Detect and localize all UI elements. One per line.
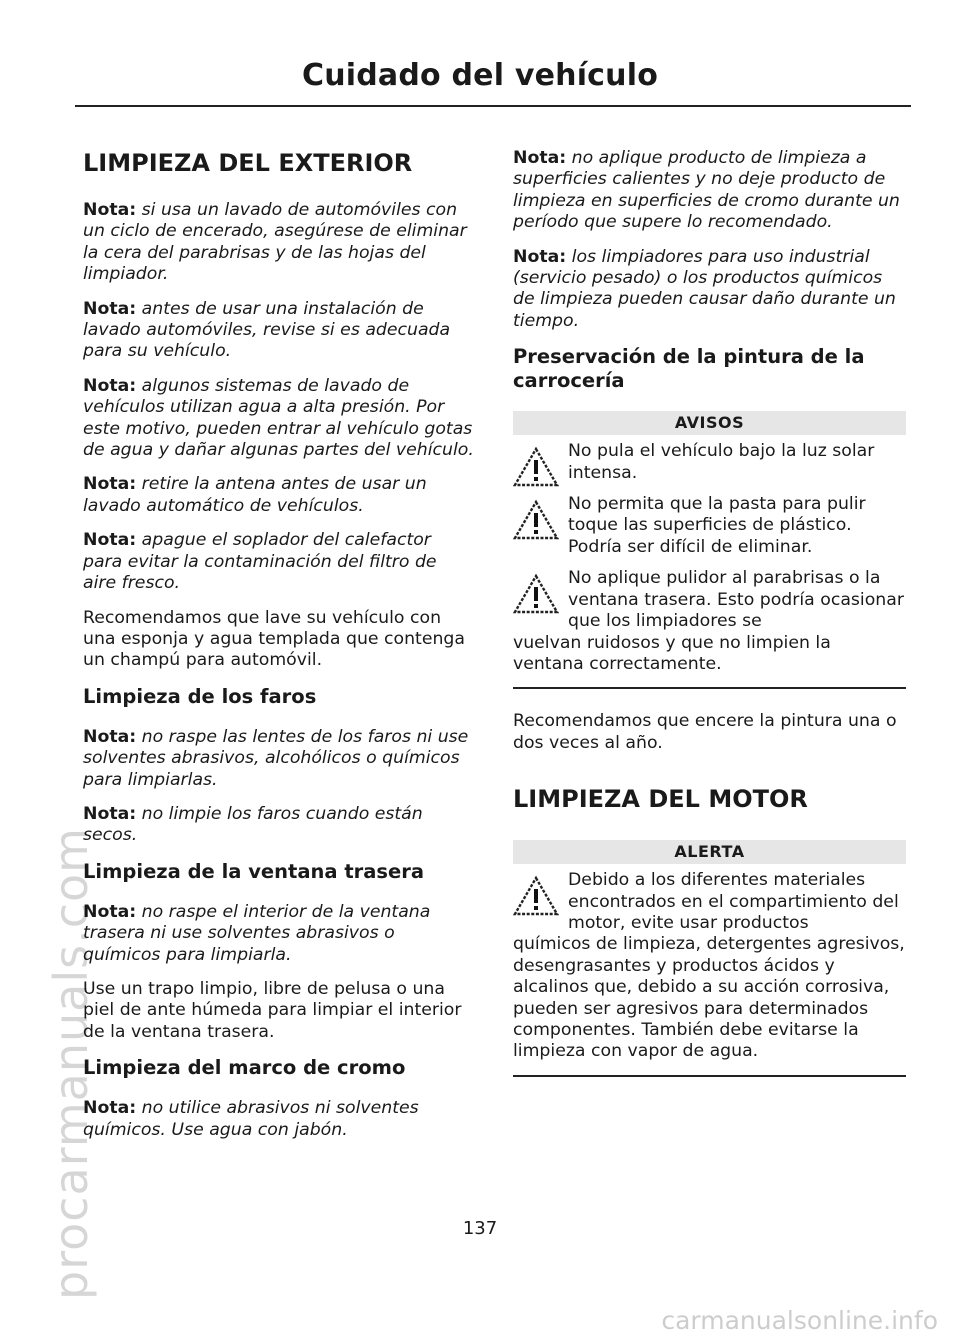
body-paragraph: Use un trapo limpio, libre de pelusa o una piel de ante húmeda para limpiar el interior de la ventana trasera.	[83, 978, 462, 1042]
body-paragraph: Recomendamos que encere la pintura una o dos veces al año.	[513, 711, 897, 753]
note-paragraph	[83, 1098, 475, 1141]
note-paragraph	[513, 148, 906, 234]
note-text: algunos sistemas de lavado de vehículos utilizan agua a alta presión. Por este motivo, pueden entrar al vehículo gotas de agua y dañar algunas partes del vehículo.	[83, 375, 474, 461]
note-label: Nota:	[83, 200, 137, 220]
warning-triangle-icon	[513, 500, 559, 540]
note-paragraph	[83, 902, 475, 966]
subheading-ventana: Limpieza de la ventana trasera	[83, 859, 425, 883]
page-number: 137	[462, 1218, 498, 1239]
note-label: Nota:	[83, 375, 137, 396]
note-label: Nota:	[83, 1098, 137, 1119]
note-paragraph	[513, 247, 906, 333]
alerta-item	[513, 870, 906, 1063]
note-label: Nota:	[83, 803, 137, 824]
note-paragraph	[83, 299, 475, 363]
note-paragraph	[83, 727, 475, 791]
header-divider	[75, 105, 911, 107]
note-label: Nota:	[513, 246, 567, 267]
aviso-item	[513, 568, 906, 675]
note-paragraph	[83, 474, 475, 517]
note-text: no aplique producto de limpieza a superficies calientes y no deje producto de limpieza en superficies de cromo durante un período que supere lo recomendado.	[513, 148, 900, 233]
note-text: retire la antena antes de usar un lavado automático de vehículos.	[83, 474, 427, 516]
warning-triangle-icon	[513, 574, 559, 614]
aviso-text: No permita que la pasta para pulir toque las superficies de plástico. Podría ser difícil de eliminar.	[568, 494, 866, 557]
note-label: Nota:	[83, 298, 137, 319]
avisos-end-rule	[513, 687, 906, 689]
note-text: antes de usar una instalación de lavado automóviles, revise si es adecuada para su vehículo.	[83, 298, 451, 362]
aviso-text: No pula el vehículo bajo la luz solar intensa.	[568, 441, 875, 483]
note-label: Nota:	[83, 530, 137, 551]
note-label: Nota:	[83, 901, 137, 922]
note-label: Nota:	[513, 148, 567, 168]
left-column	[83, 148, 475, 1154]
alerta-box	[513, 840, 906, 1077]
note-text: no utilice abrasivos ni solventes químicos. Use agua con jabón.	[83, 1098, 419, 1140]
right-column	[513, 148, 906, 1099]
watermark-side: procarmanuals.com	[44, 827, 98, 1300]
note-label: Nota:	[83, 726, 137, 747]
alerta-header: ALERTA	[513, 840, 906, 864]
note-text: no limpie los faros cuando están secos.	[83, 803, 423, 846]
watermark-bottom: carmanualsonline.info	[661, 1306, 938, 1335]
alerta-text: Debido a los diferentes materiales encontrados en el compartimiento del motor, evite usar productos	[568, 870, 899, 933]
note-text: apague el soplador del calefactor para evitar la contaminación del filtro de aire fresco.	[83, 530, 437, 594]
subheading-faros: Limpieza de los faros	[83, 684, 317, 708]
page-title: Cuidado del vehículo	[301, 58, 659, 93]
aviso-text-continued: vuelvan ruidosos y que no limpien la ventana correctamente.	[513, 632, 831, 674]
subheading-cromo: Limpieza del marco de cromo	[83, 1056, 406, 1080]
warning-triangle-icon	[513, 447, 559, 487]
avisos-header: AVISOS	[513, 411, 906, 435]
warning-triangle-icon	[513, 876, 559, 916]
aviso-item	[513, 494, 906, 558]
aviso-text: No aplique pulidor al parabrisas o la ventana trasera. Esto podría ocasionar que los limpiadores se	[568, 568, 904, 632]
note-text: los limpiadores para uso industrial (servicio pesado) o los productos químicos de limpieza pueden causar daño durante un tiempo.	[513, 246, 896, 331]
note-label: Nota:	[83, 474, 137, 495]
note-paragraph	[83, 200, 475, 286]
section-heading-motor: LIMPIEZA DEL MOTOR	[513, 785, 808, 814]
aviso-item	[513, 441, 906, 484]
note-paragraph	[83, 530, 475, 594]
note-text: si usa un lavado de automóviles con un ciclo de encerado, asegúrese de eliminar la cera del parabrisas y de las hojas del limpiador.	[83, 200, 467, 285]
subheading-pintura: Preservación de la pintura de la carrocería	[513, 345, 865, 393]
alerta-end-rule	[513, 1075, 906, 1077]
section-heading-exterior: LIMPIEZA DEL EXTERIOR	[83, 149, 413, 177]
alerta-text-continued: químicos de limpieza, detergentes agresivos, desengrasantes y productos ácidos y alcalinos que, debido a su acción corrosiva, pueden ser agresivos para determinados componentes. También debe evitarse la limpieza con vapor de agua.	[513, 934, 905, 1062]
note-paragraph	[83, 804, 475, 847]
note-text: no raspe las lentes de los faros ni use solventes abrasivos, alcohólicos o químicos para limpiarlas.	[83, 726, 469, 790]
note-text: no raspe el interior de la ventana trasera ni use solventes abrasivos o químicos para limpiarla.	[83, 901, 431, 965]
note-paragraph	[83, 376, 475, 462]
body-paragraph: Recomendamos que lave su vehículo con una esponja y agua templada que contenga un champú para automóvil.	[83, 607, 465, 671]
avisos-box	[513, 411, 906, 689]
